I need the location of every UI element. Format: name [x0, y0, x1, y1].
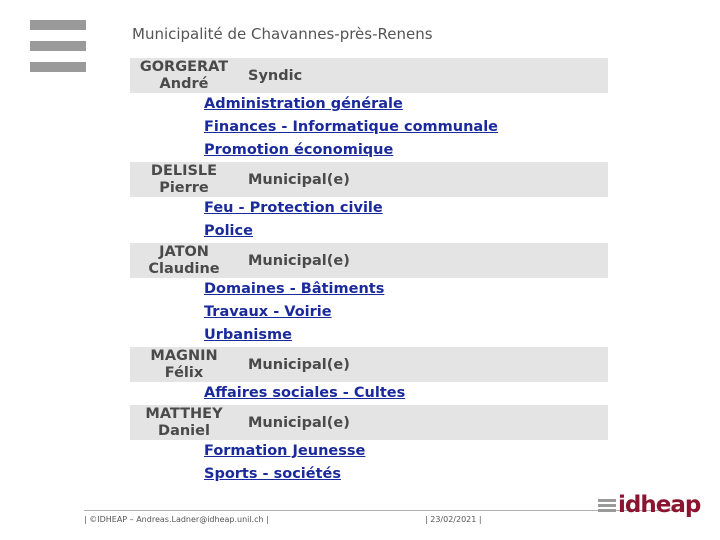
member-row: [130, 347, 608, 382]
member-first-name: Pierre: [159, 179, 209, 196]
member-row: [130, 162, 608, 197]
member-last-name: GORGERAT: [139, 58, 229, 75]
idheap-logo-text: idheap: [618, 492, 701, 518]
member-last-name: JATON: [159, 243, 209, 260]
department-link[interactable]: Police: [204, 223, 253, 239]
department-link[interactable]: Promotion économique: [204, 142, 394, 158]
member-role: Municipal(e): [248, 414, 350, 431]
member-first-name: Claudine: [148, 260, 220, 277]
member-last-name: MATTHEY: [145, 405, 223, 422]
member-role: Syndic: [248, 67, 303, 84]
member-name: [130, 406, 238, 440]
member-first-name: André: [159, 75, 209, 92]
menu-bars-logo: [30, 20, 86, 83]
department-link[interactable]: Travaux - Voirie: [204, 304, 332, 320]
footer-date: | 23/02/2021 |: [425, 515, 482, 524]
member-first-name: Félix: [164, 364, 204, 381]
footer-divider: [84, 510, 684, 511]
department-link[interactable]: Affaires sociales - Cultes: [204, 385, 406, 401]
footer-copyright: | ©IDHEAP – Andreas.Ladner@idheap.unil.ch |: [84, 515, 269, 524]
member-last-name: MAGNIN: [150, 347, 218, 364]
idheap-logo: [598, 492, 700, 518]
department-link[interactable]: Feu - Protection civile: [204, 200, 383, 216]
member-role: Municipal(e): [248, 171, 350, 188]
member-first-name: Daniel: [158, 422, 210, 439]
logo-bar: [30, 62, 86, 72]
logo-bar: [30, 20, 86, 30]
department-link[interactable]: Domaines - Bâtiments: [204, 281, 385, 297]
logo-bar: [30, 41, 86, 51]
member-row: [130, 243, 608, 278]
department-link[interactable]: Sports - sociétés: [204, 466, 341, 482]
member-role: Municipal(e): [248, 252, 350, 269]
municipality-list: [130, 58, 608, 486]
page-title: Municipalité de Chavannes-près-Renens: [132, 25, 433, 43]
department-link[interactable]: Finances - Informatique communale: [204, 119, 499, 135]
department-link[interactable]: Administration générale: [204, 96, 403, 112]
department-link[interactable]: Formation Jeunesse: [204, 443, 366, 459]
member-name: [130, 163, 238, 197]
member-name: [130, 348, 238, 382]
member-name: [130, 59, 238, 93]
idheap-logo-lines-icon: [598, 498, 616, 513]
member-row: [130, 405, 608, 440]
member-name: [130, 244, 238, 278]
member-row: [130, 58, 608, 93]
member-last-name: DELISLE: [150, 162, 218, 179]
member-role: Municipal(e): [248, 356, 350, 373]
department-link[interactable]: Urbanisme: [204, 327, 292, 343]
